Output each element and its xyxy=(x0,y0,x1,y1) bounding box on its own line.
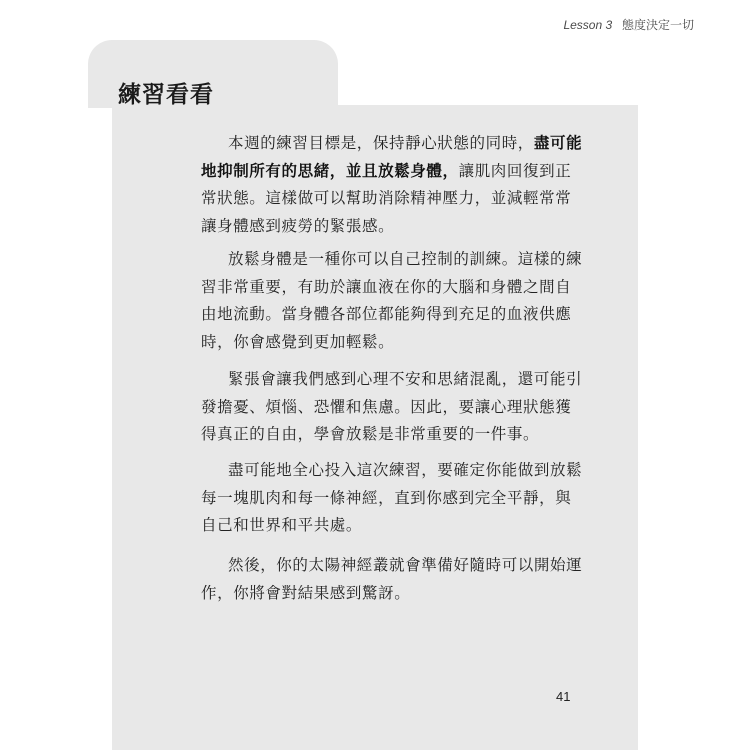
paragraph-4-text: 盡可能地全心投入這次練習，要確定你能做到放鬆每一塊肌肉和每一條神經，直到你感到完全平靜，與自己和世界和平共處。 xyxy=(201,461,583,534)
paragraph-1-emphasis: 盡可能地抑制所有的思緒，並且放鬆身體， xyxy=(201,134,583,180)
paragraph-1-text-end: 讓肌肉回復到正常狀態。這樣做可以幫助消除精神壓力，並減輕常常讓身體感到疲勞的緊張感。 xyxy=(201,161,572,235)
paragraph-1 xyxy=(201,130,583,240)
paragraph-5 xyxy=(201,552,583,607)
page-number: 41 xyxy=(556,689,571,704)
header-lesson: Lesson 3 xyxy=(563,18,613,32)
paragraph-1-text-start: 本週的練習目標是，保持靜心狀態的同時， xyxy=(228,134,534,152)
paragraph-2 xyxy=(201,246,583,356)
paragraph-3 xyxy=(201,366,583,449)
paragraph-2-text: 放鬆身體是一種你可以自己控制的訓練。這樣的練習非常重要，有助於讓血液在你的大腦和身體之間自由地流動。當身體各部位都能夠得到充足的血液供應時，你會感覺到更加輕鬆。 xyxy=(201,250,583,351)
header-chapter-title: 態度決定一切 xyxy=(621,18,694,32)
section-title: 練習看看 xyxy=(118,82,214,108)
paragraph-3-text: 緊張會讓我們感到心理不安和思緒混亂，還可能引發擔憂、煩惱、恐懼和焦慮。因此，要讓心理狀態獲得真正的自由，學會放鬆是非常重要的一件事。 xyxy=(201,370,583,443)
paragraph-5-text: 然後，你的太陽神經叢就會準備好隨時可以開始運作，你將會對結果感到驚訝。 xyxy=(201,556,583,602)
paragraph-4 xyxy=(201,457,583,540)
running-header xyxy=(563,16,694,33)
